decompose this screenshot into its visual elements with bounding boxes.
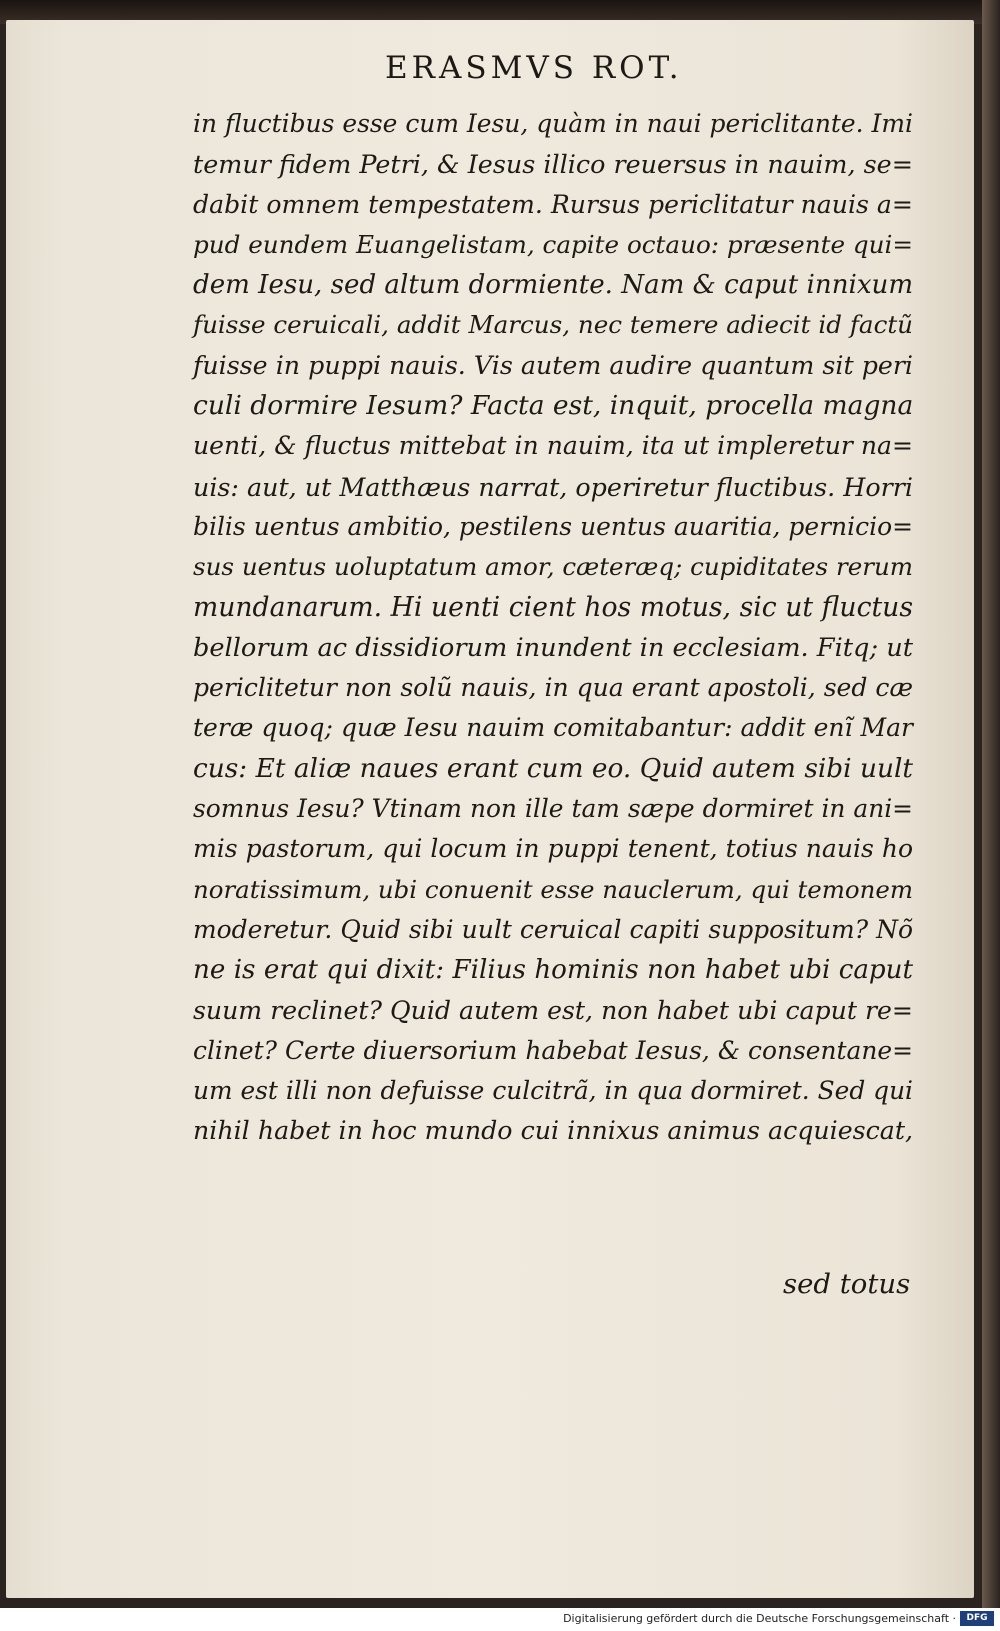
text-line: bilis uentus ambitio, pestilens uentus auaritia, pernicio= (193, 511, 913, 541)
text-line: uis: aut, ut Matthæus narrat, operiretur fluctibus. Horri (193, 471, 913, 502)
text-line: somnus Iesu? Vtinam non ille tam sæpe dormiret in ani= (193, 794, 913, 824)
text-line: in fluctibus esse cum Iesu, quàm in naui periclitante. Imi (193, 109, 913, 138)
book-edge-right (982, 0, 1000, 1608)
text-line: culi dormire Iesum? Facta est, inquit, procella magna (193, 390, 914, 422)
text-line: mundanarum. Hi uenti cient hos motus, sic ut fluctus (193, 591, 913, 623)
dfg-logo: DFG (960, 1611, 994, 1626)
text-line: pud eundem Euangelistam, capite octauo: præsente qui= (193, 229, 913, 259)
footer-bar (0, 1608, 1000, 1631)
text-line: dabit omnem tempestatem. Rursus periclitatur nauis a= (193, 189, 913, 219)
text-line: moderetur. Quid sibi uult ceruical capiti suppositum? Nõ (193, 914, 913, 944)
text-line: teræ quoq; quæ Iesu nauim comitabantur: addit enĩ Mar (193, 713, 913, 743)
text-line: bellorum ac dissidiorum inundent in ecclesiam. Fitq; ut (193, 632, 914, 663)
text-line: sus uentus uoluptatum amor, cæteræq; cupiditates rerum (193, 552, 913, 582)
catchword: sed totus (783, 1268, 911, 1300)
text-line: nihil habet in hoc mundo cui innixus animus acquiescat, (193, 1116, 913, 1146)
text-line: noratissimum, ubi conuenit esse nauclerum, qui temonem (193, 874, 913, 904)
text-line: fuisse in puppi nauis. Vis autem audire quantum sit peri (193, 350, 913, 380)
text-line: uenti, & fluctus mittebat in nauim, ita ut impleretur na= (193, 431, 913, 461)
text-line: um est illi non defuisse culcitrã, in qua dormiret. Sed qui (193, 1076, 913, 1106)
text-line: ne is erat qui dixit: Filius hominis non habet ubi caput (193, 955, 913, 986)
body-text (193, 104, 913, 1152)
text-line: clinet? Certe diuersorium habebat Iesus, & consentane= (193, 1035, 913, 1065)
running-header: ERASMVS ROT. (385, 50, 683, 86)
text-line: suum reclinet? Quid autem est, non habet ubi caput re= (193, 995, 913, 1025)
text-line: mis pastorum, qui locum in puppi tenent, totius nauis ho (193, 834, 913, 864)
text-line: dem Iesu, sed altum dormiente. Nam & caput innixum (193, 270, 914, 301)
text-line: fuisse ceruicali, addit Marcus, nec temere adiecit id factũ (193, 310, 913, 340)
text-line: cus: Et aliæ naues erant cum eo. Quid autem sibi uult (193, 753, 913, 784)
text-line: temur fidem Petri, & Iesus illico reuersus in nauim, se= (193, 149, 913, 180)
digitization-credit: Digitalisierung gefördert durch die Deutsche Forschungsgemeinschaft · (563, 1612, 956, 1625)
text-line: periclitetur non solũ nauis, in qua erant apostoli, sed cæ (193, 673, 913, 703)
